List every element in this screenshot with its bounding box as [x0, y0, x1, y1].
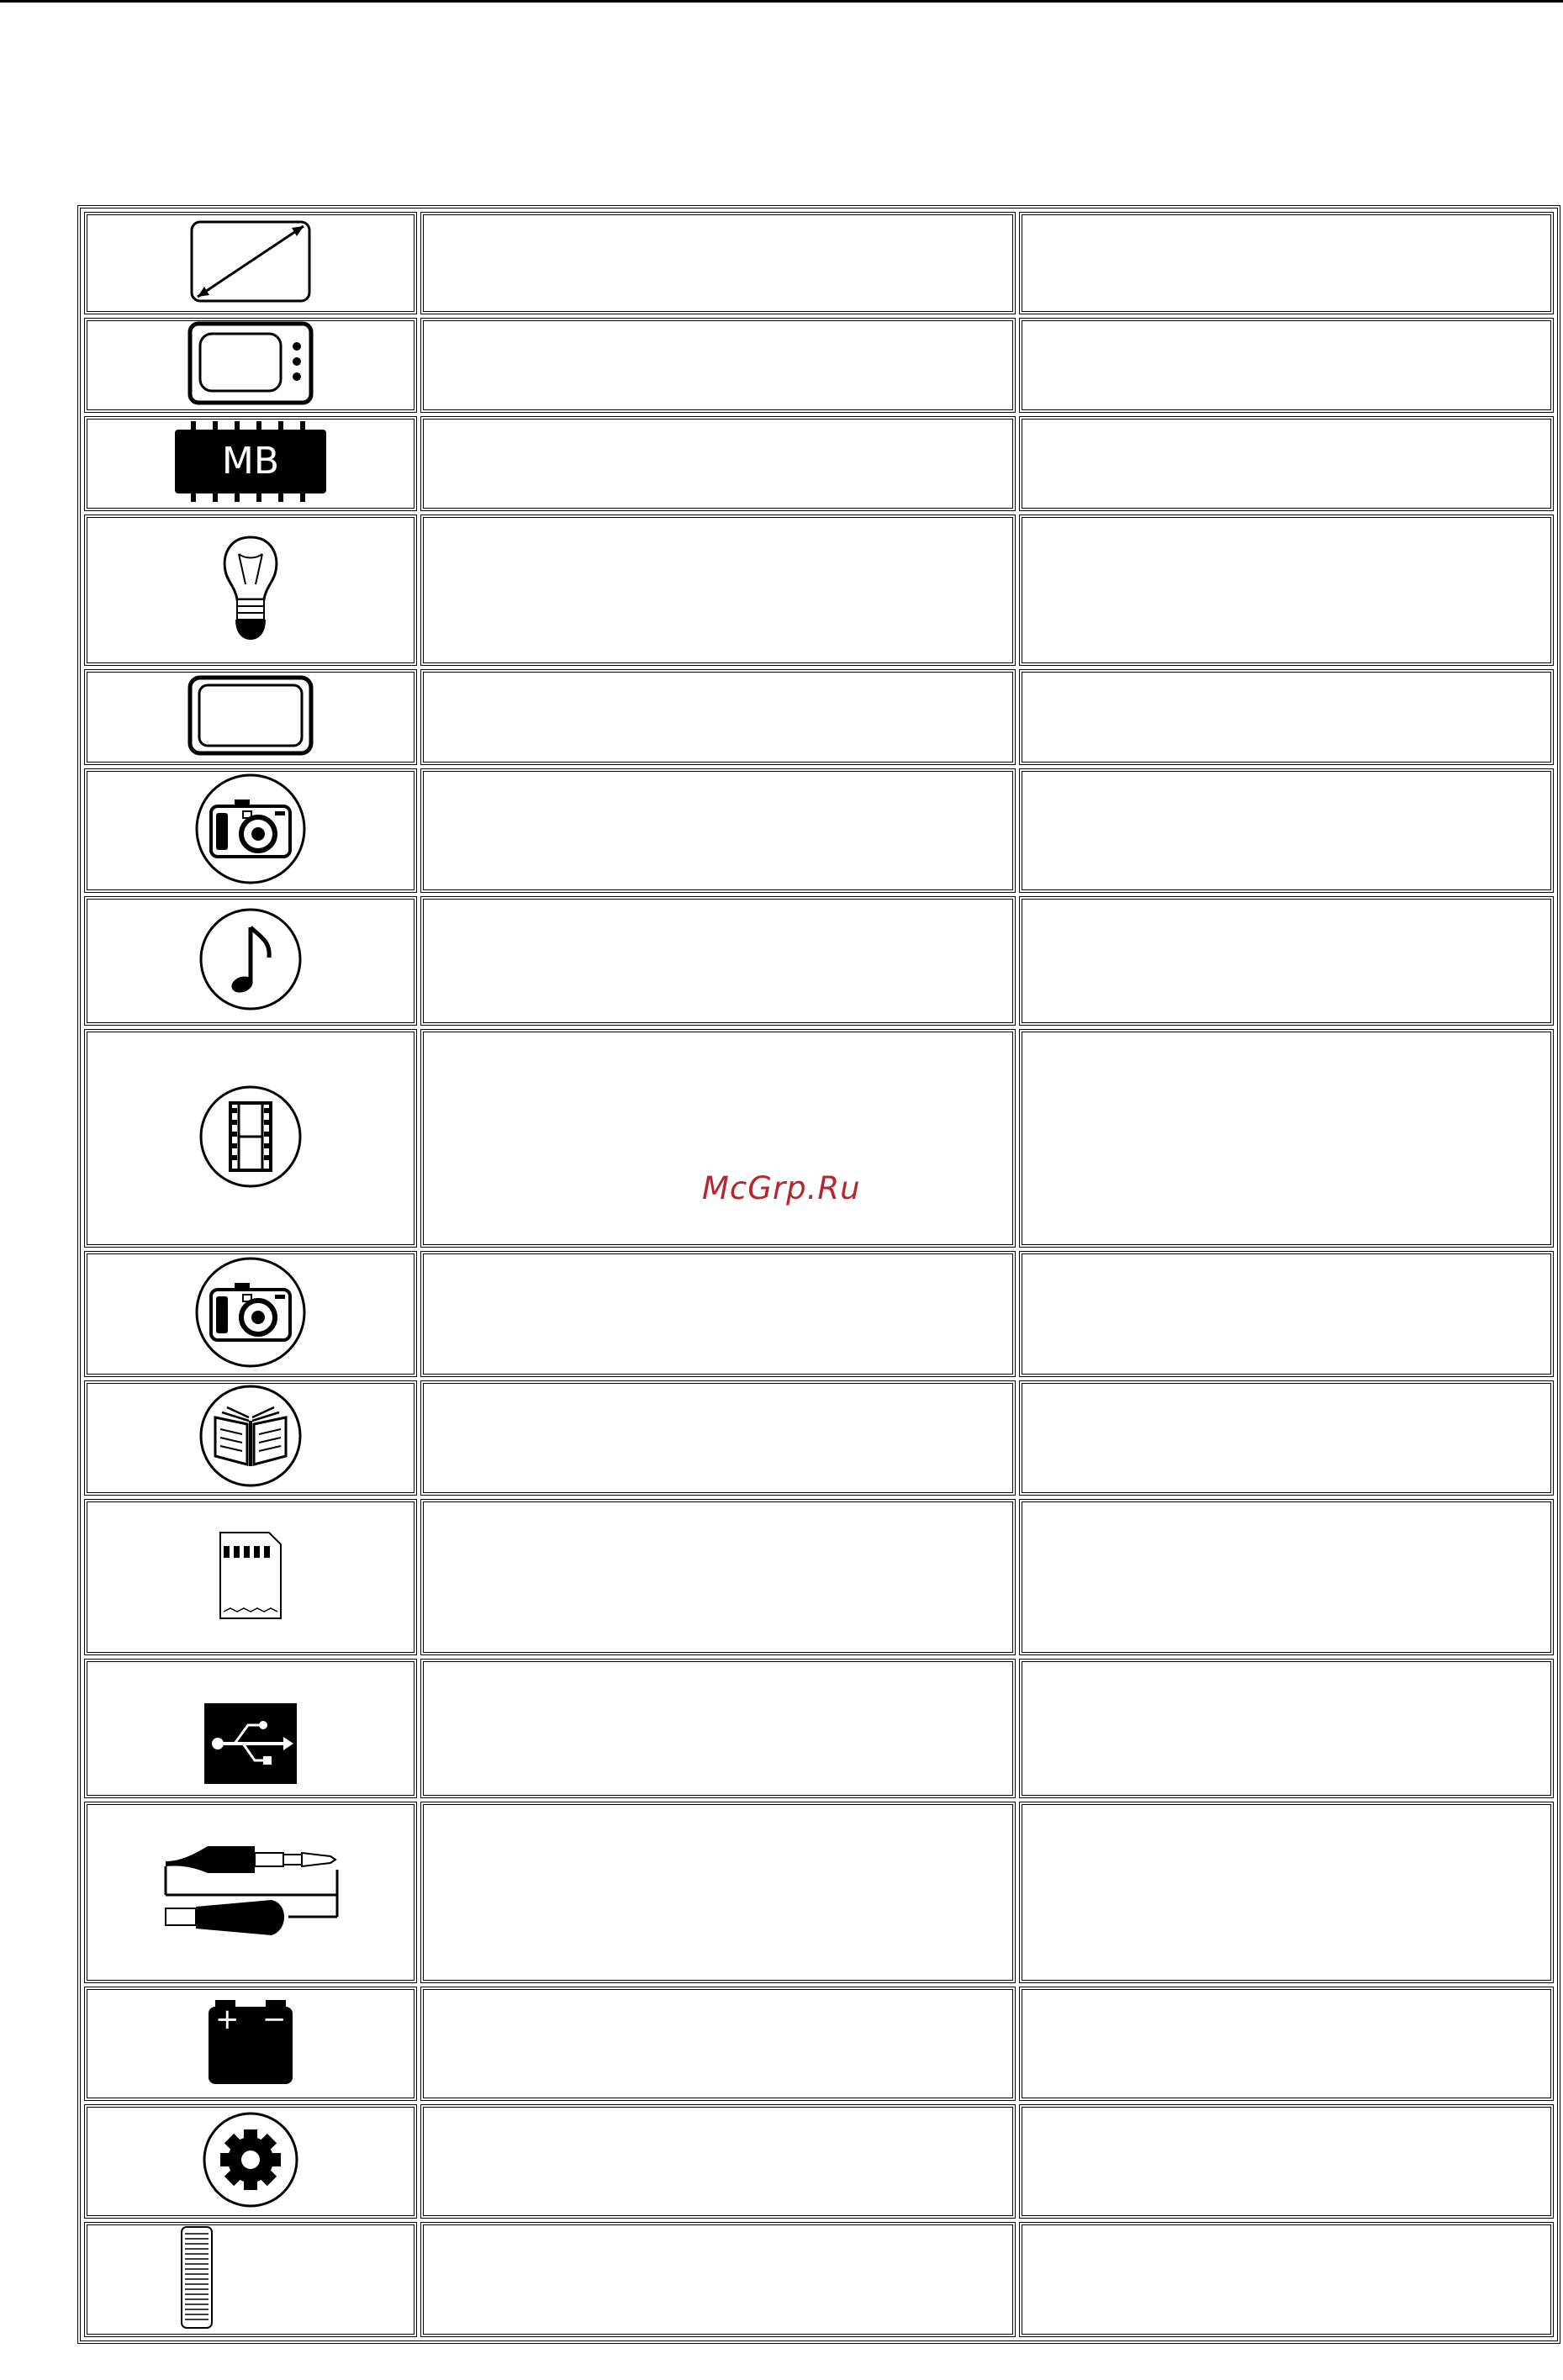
camera-icon — [194, 773, 307, 885]
music-note-icon — [198, 907, 303, 1011]
icon-cell — [84, 318, 417, 413]
value-cell — [1019, 896, 1554, 1026]
memory-chip-icon — [172, 420, 329, 504]
display-icon — [187, 321, 314, 405]
table-row — [84, 669, 1554, 765]
icon-cell — [84, 1499, 417, 1655]
value-cell — [1019, 669, 1554, 765]
table-row — [84, 318, 1554, 413]
description-cell — [420, 669, 1016, 765]
battery-plus-label: + — [215, 2002, 240, 2036]
icon-cell — [84, 1659, 417, 1798]
description-cell — [420, 1251, 1016, 1377]
icon-cell — [84, 896, 417, 1026]
value-cell — [1019, 768, 1554, 893]
description-cell — [420, 768, 1016, 893]
icon-cell — [84, 1251, 417, 1377]
watermark-text: McGrp.Ru — [702, 1170, 861, 1206]
table-row — [84, 515, 1554, 666]
icon-cell — [84, 515, 417, 666]
value-cell — [1019, 1029, 1554, 1248]
camera-icon — [194, 1256, 307, 1369]
icon-cell — [84, 416, 417, 511]
icon-cell — [84, 669, 417, 765]
battery-icon — [207, 1998, 294, 2086]
description-cell — [420, 515, 1016, 666]
icon-cell — [84, 768, 417, 893]
gear-icon — [202, 2111, 299, 2208]
open-book-icon — [198, 1384, 303, 1488]
description-cell — [420, 1659, 1016, 1798]
description-cell — [420, 1499, 1016, 1655]
description-cell — [420, 896, 1016, 1026]
description-cell — [420, 318, 1016, 413]
memory-chip-label: MB — [221, 440, 280, 483]
light-bulb-icon — [217, 534, 284, 643]
description-cell — [420, 1802, 1016, 1983]
table-row — [84, 2104, 1554, 2219]
table-row — [84, 1987, 1554, 2101]
description-cell — [420, 2104, 1016, 2219]
value-cell — [1019, 1987, 1554, 2101]
value-cell — [1019, 1802, 1554, 1983]
top-rule — [0, 0, 1563, 3]
icon-cell — [84, 1802, 417, 1983]
battery-minus-label: − — [262, 2002, 287, 2036]
icon-cell — [84, 2104, 417, 2219]
table-row — [84, 768, 1554, 893]
description-cell — [420, 1380, 1016, 1496]
audio-cable-icon — [162, 1836, 339, 1945]
usb-icon — [204, 1703, 297, 1784]
description-cell — [420, 1029, 1016, 1248]
sd-card-icon — [217, 1529, 284, 1622]
spec-table — [77, 205, 1560, 2344]
icon-cell — [84, 1380, 417, 1496]
value-cell — [1019, 515, 1554, 666]
value-cell — [1019, 318, 1554, 413]
value-cell — [1019, 1659, 1554, 1798]
screen-frame-icon — [187, 675, 314, 756]
table-row — [84, 1802, 1554, 1983]
icon-cell — [84, 212, 417, 314]
value-cell — [1019, 2222, 1554, 2337]
table-row — [84, 896, 1554, 1026]
description-cell — [420, 1987, 1016, 2101]
table-row — [84, 1029, 1554, 1248]
table-row — [84, 416, 1554, 511]
value-cell — [1019, 212, 1554, 314]
table-row — [84, 1380, 1554, 1496]
film-icon — [198, 1084, 303, 1189]
screen-size-icon — [189, 219, 312, 303]
value-cell — [1019, 1499, 1554, 1655]
value-cell — [1019, 1251, 1554, 1377]
value-cell — [1019, 416, 1554, 511]
description-cell — [420, 212, 1016, 314]
icon-cell — [84, 2222, 417, 2337]
table-row — [84, 1659, 1554, 1798]
icon-cell — [84, 1029, 417, 1248]
table-row — [84, 1251, 1554, 1377]
value-cell — [1019, 1380, 1554, 1496]
table-row — [84, 212, 1554, 314]
description-cell — [420, 416, 1016, 511]
value-cell — [1019, 2104, 1554, 2219]
description-cell — [420, 2222, 1016, 2337]
table-row — [84, 2222, 1554, 2337]
icon-cell — [84, 1987, 417, 2101]
thumb-wheel-icon — [180, 2225, 214, 2330]
table-row — [84, 1499, 1554, 1655]
